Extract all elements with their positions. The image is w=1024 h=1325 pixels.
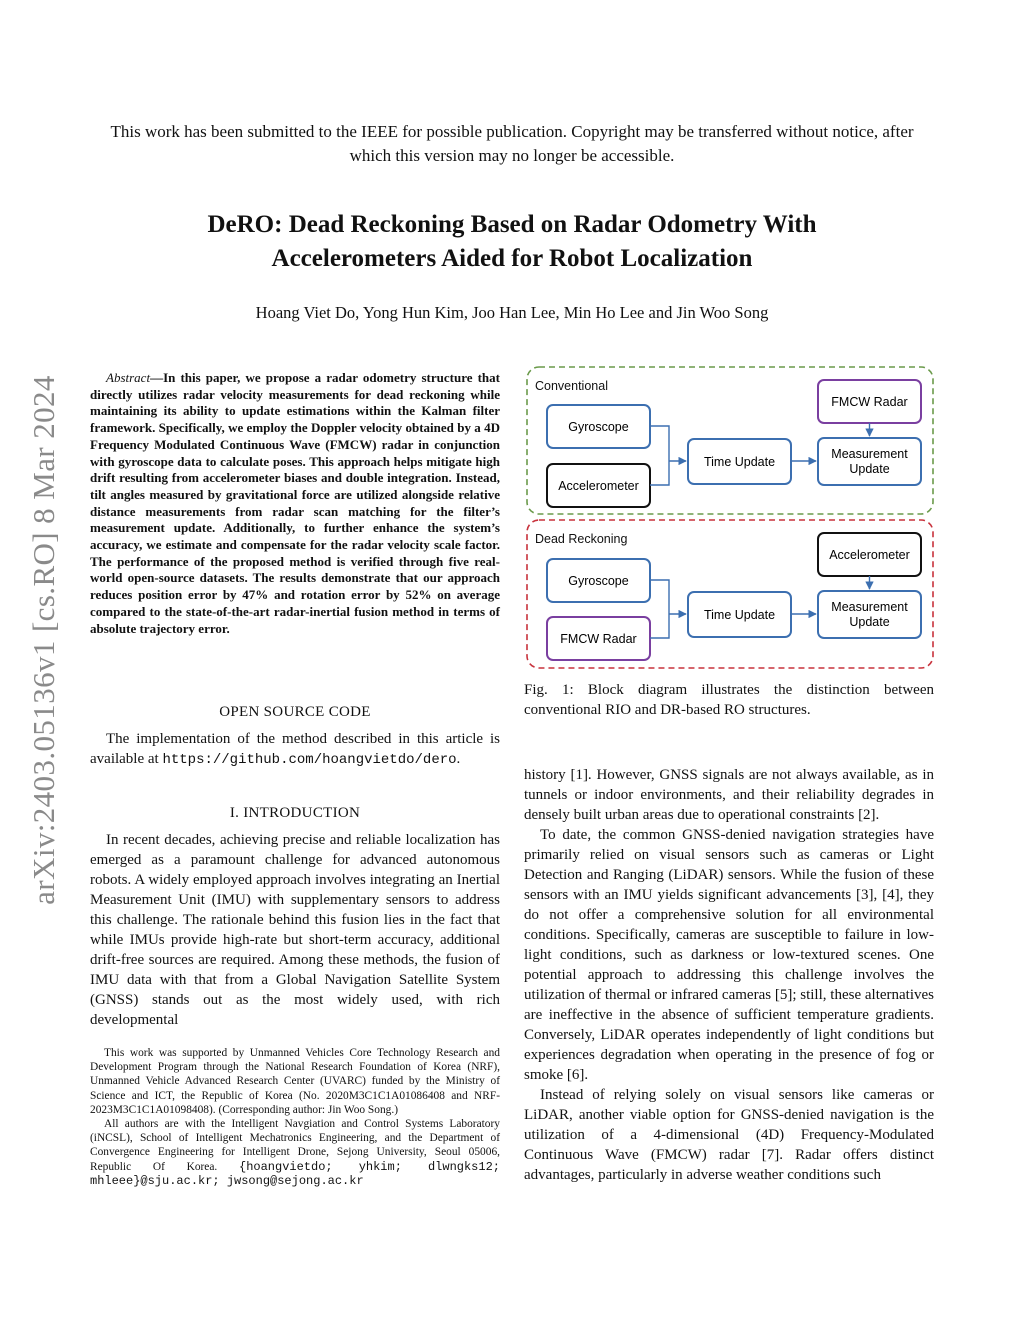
intro-paragraph-1-continued: history [1]. However, GNSS signals are not always available, as in tunnels or indoor environments, and their reliability degrades in densely built urban areas due to operational constraints [2]. [524,767,934,823]
paper-title [80,208,944,276]
block-diagram-svg [524,364,936,670]
abstract-dash: — [150,370,164,385]
footnote-affiliation: All authors are with the Intelligent Navgiation and Control Systems Laboratory (iNCSL), School of Intelligent Mechatronics Engineering, and the Department of Convergence Engineering for Intelligent Drone, Sejong University, Seoul 05006, Republic Of Korea. [90,1118,500,1173]
open-source-period: . [456,751,461,767]
open-source-section [90,729,500,770]
dr-connector-fmcw [650,614,669,638]
conv-measurement-label-1: Measurement [831,447,908,461]
submission-notice: This work has been submitted to the IEEE for possible publication. Copyright may be transferred without notice, after which this version may no longer be accessible. [110,122,914,165]
abstract [90,370,500,637]
abstract-label: Abstract [106,370,151,385]
footnote [90,1046,500,1188]
arxiv-id: arXiv:2403.05136v1 [cs.RO] 8 Mar 2024 [26,375,61,905]
conv-measurement-label-2: Update [849,462,890,476]
abstract-text: In this paper, we propose a radar odometry structure that directly utilizes radar velocity measurements for dead reckoning while maintaining its ability to update estimations within the Kalman filter framework. Specifically, we employ the Doppler velocity obtained by a 4D Frequency Modulated Continuous Wave (FMCW) radar in conjunction with gyroscope data to calculate poses. This approach helps mitigate high drift resulting from accelerometer biases and double integration. Instead, tilt angles measured by gravitational force are utilized alongside relative distance measurements from radar scan matching for the filter’s measurement update. Additionally, to further enhance the system’s accuracy, we estimate and compensate for the radar velocity scale factor. The performance of the proposed method is verified through five real-world open-source datasets. The results demonstrate that our approach reduces position error by 47% and rotation error by 52% on average compared to the state-of-the-art radar-inertial fusion method in terms of absolute trajectory error. [90,370,500,636]
footnote-emails: {hoangvietdo; yhkim; dlwngks12; mhleee}@sju.ac.kr; jwsong@sejong.ac.kr [90,1159,500,1188]
conv-fmcw-label: FMCW Radar [831,395,908,409]
intro-paragraph-2: To date, the common GNSS-denied navigation strategies have primarily relied on visual sensors such as cameras or Light Detection and Ranging (LiDAR) sensors. While the fusion of these sensors with an IMU yields significant advancements [3], [4], they do not offer a comprehensive solution for all environmental conditions. Specifically, cameras are susceptible to failure in low-light conditions, such as darkness or low-textured scenes. One potential approach to addressing this challenge involves the utilization of thermal or infrared cameras [5]; still, these alternatives are ineffective in the absence of sufficient temperature gradients. Conversely, LiDAR operates independently of light conditions but experiences degradation when operating in the presence of fog or smoke [6]. [524,827,934,1083]
author-list: Hoang Viet Do, Yong Hun Kim, Joo Han Lee, Min Ho Lee and Jin Woo Song [255,303,769,322]
conv-connector-accel [650,461,669,485]
dr-measurement-label-1: Measurement [831,600,908,614]
conv-time-update-label: Time Update [703,455,776,469]
dr-accelerometer-label: Accelerometer [829,548,910,562]
intro-paragraph-3: Instead of relying solely on visual sensors like cameras or LiDAR, another viable option for GNSS-denied navigation is the utilization of a 4-dimensional (4D) Frequency-Modulated Continuous Wave (FMCW) radar [7]. Radar offers distinct advantages, particularly in adverse weather conditions such [524,1087,934,1183]
dead-reckoning-label: Dead Reckoning [535,532,628,546]
dr-measurement-label-2: Update [849,615,890,629]
conventional-label: Conventional [535,379,608,393]
open-source-text: The implementation of the method described in this article is available at [90,731,500,767]
conv-accelerometer-label: Accelerometer [558,479,639,493]
github-link[interactable]: https://github.com/hoangvietdo/dero [162,752,457,768]
conv-gyroscope-label: Gyroscope [568,420,629,434]
title-line-1: DeRO: Dead Reckoning Based on Radar Odometry With [207,211,817,238]
figure-block-diagram [524,364,936,670]
intro-left-column [90,830,500,1030]
open-source-heading: OPEN SOURCE CODE [219,704,371,720]
dr-fmcw-label: FMCW Radar [560,632,637,646]
intro-heading: I. INTRODUCTION [229,805,361,821]
footnote-funding: This work was supported by Unmanned Vehicles Core Technology Research and Development Program through the National Research Foundation of Korea (NRF), Unmanned Vehicle Advanced Research Center (UVARC) funded by the Ministry of Science and ICT, the Republic of Korea (No. 2020M3C1C1A01086408 and NRF-2023M3C1C1A01098408). (Corresponding author: Jin Woo Song.) [90,1047,500,1116]
dr-gyroscope-label: Gyroscope [568,574,629,588]
conv-connector-gyro [650,426,669,461]
intro-paragraph-1: In recent decades, achieving precise and reliable localization has emerged as a paramount challenge for advanced autonomous robots. A widely employed approach involves integrating an Inertial Measurement Unit (IMU) with supplementary sensors to address this challenge. The rationale behind this fusion lies in the fact that while IMUs provide high-rate but short-term accuracy, additional drift-free sources are required. Among these methods, the fusion of IMU data with that from a Global Navigation Satellite System (GNSS) stands out as the most widely used, with rich developmental [90,832,500,1028]
title-line-2: Accelerometers Aided for Robot Localization [271,245,753,272]
dr-time-update-label: Time Update [703,608,776,622]
intro-right-column [524,765,934,1185]
dr-connector-gyro [650,580,669,614]
figure-caption: Fig. 1: Block diagram illustrates the distinction between conventional RIO and DR-based RO structures. [524,682,934,718]
